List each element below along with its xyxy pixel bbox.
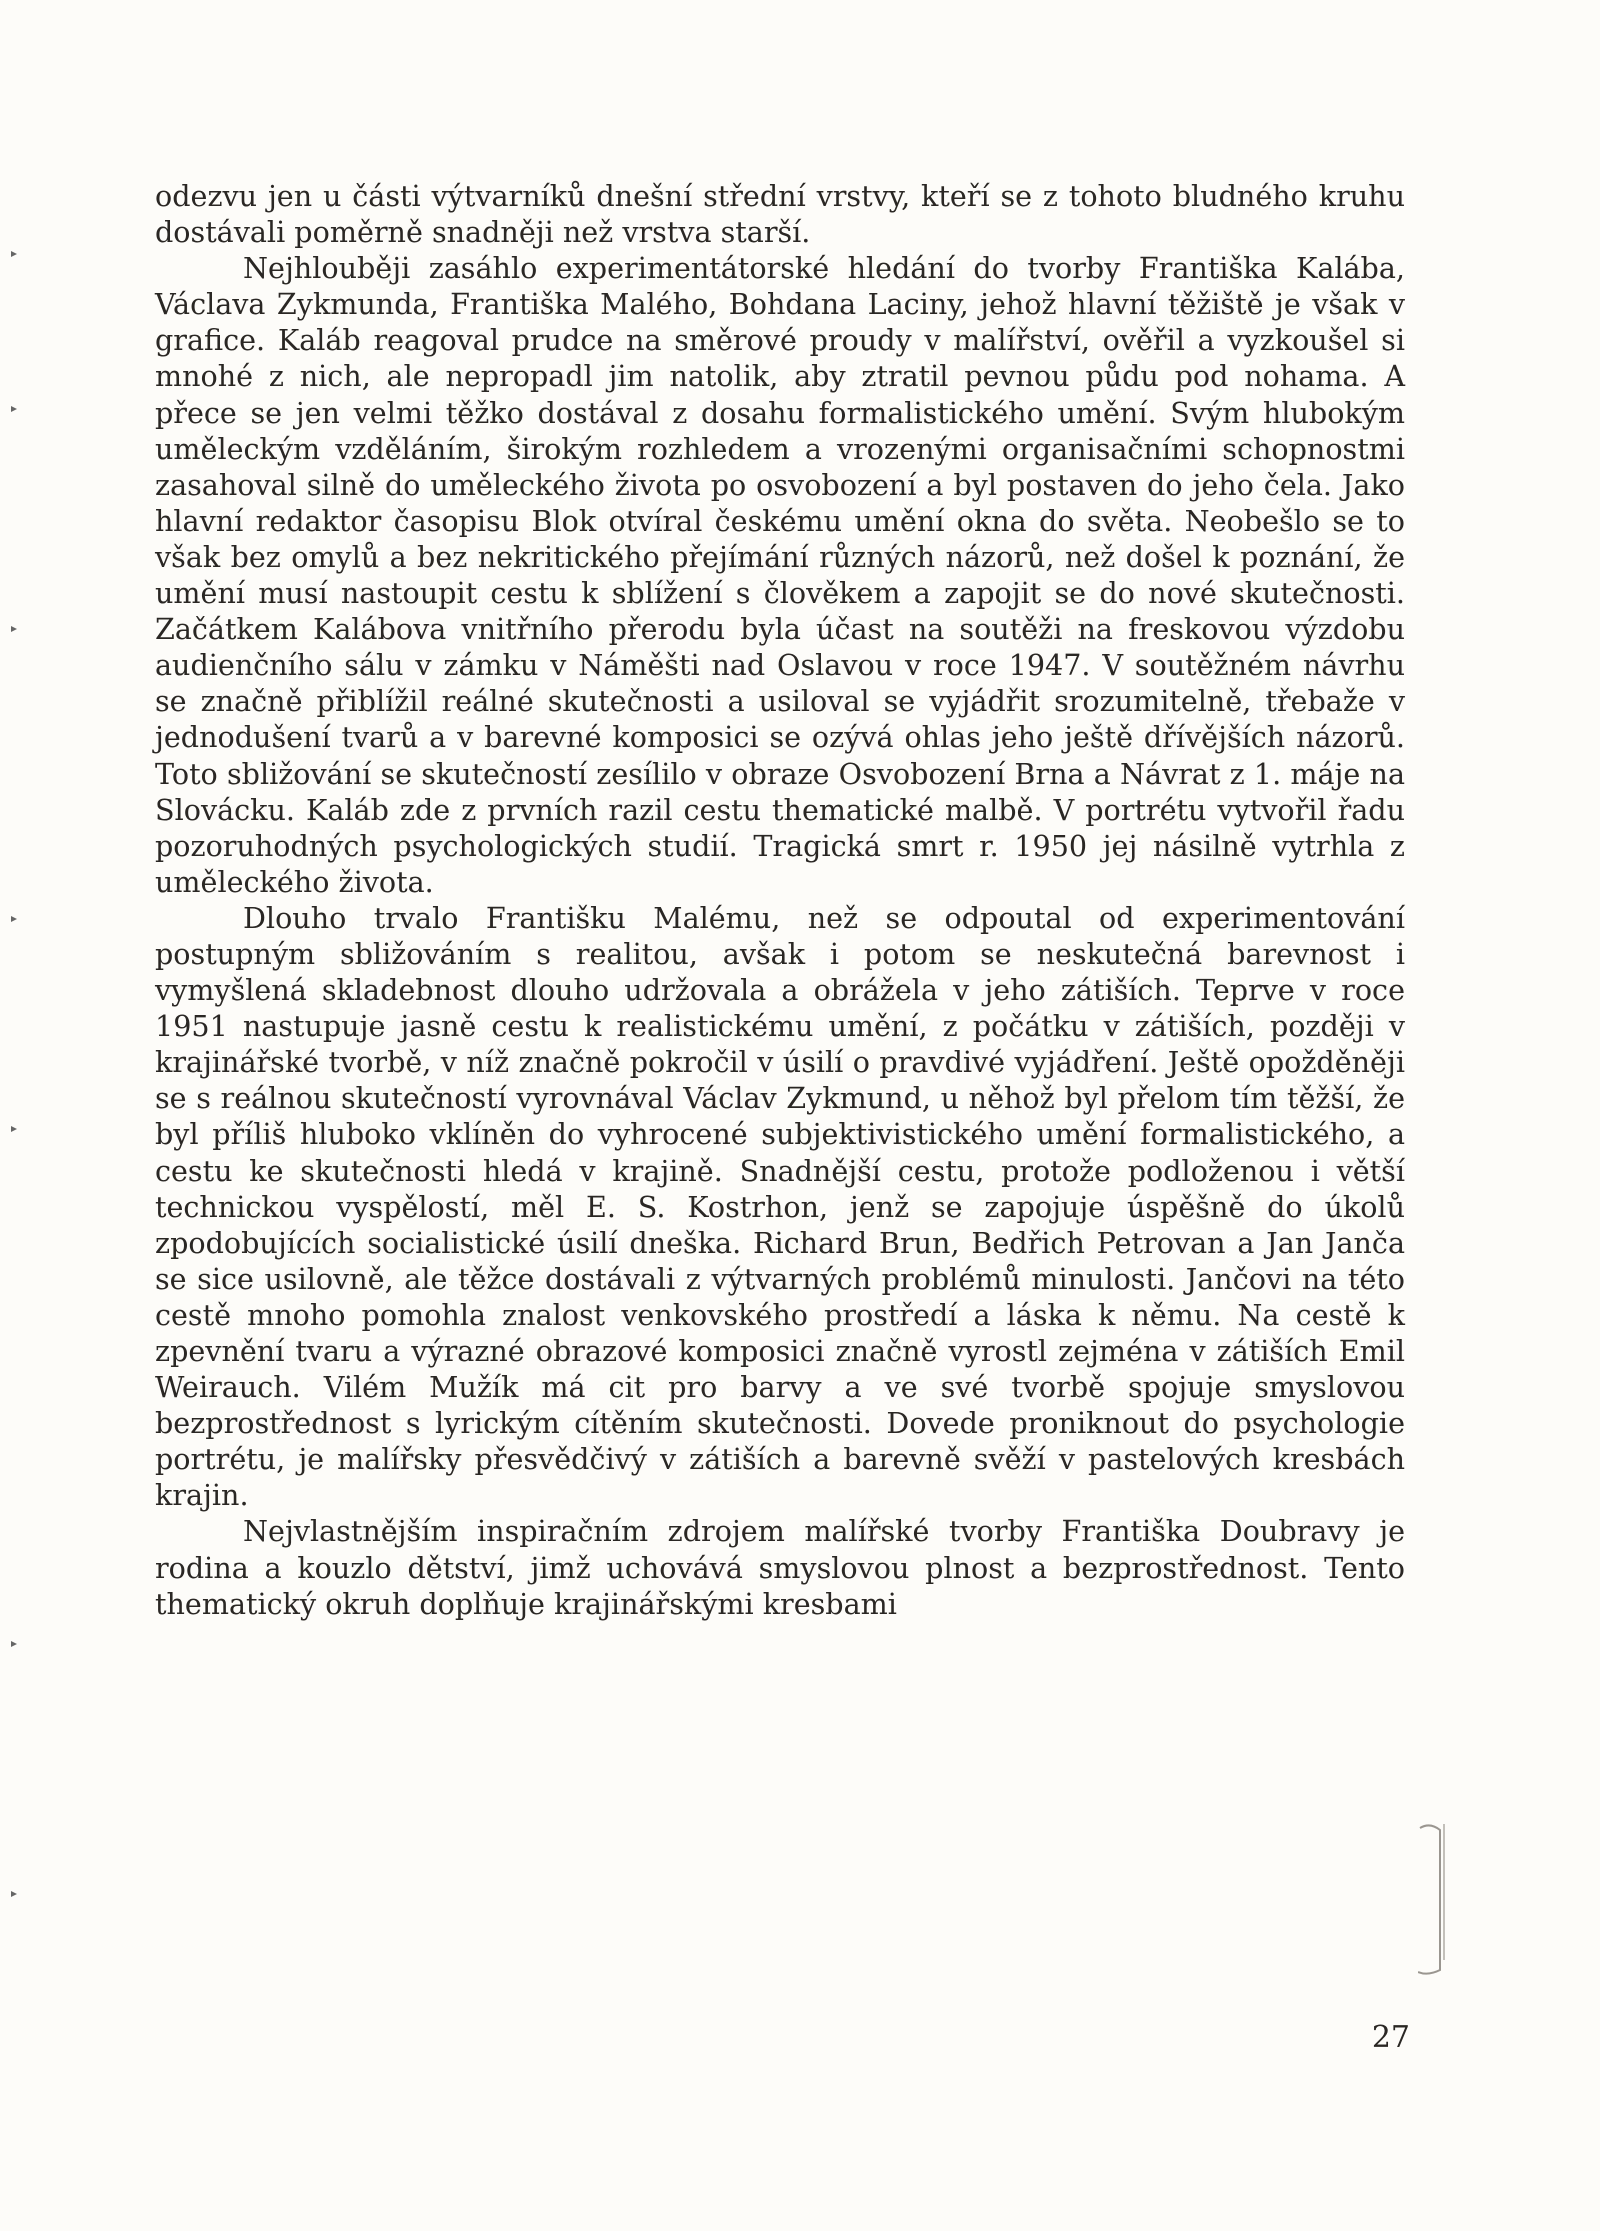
paragraph-1: odezvu jen u části výtvarníků dnešní střední vrstvy, kteří se z tohoto bludného kruhu dostávali poměrně snadněji než vrstva starší.: [155, 179, 1405, 250]
margin-tick-icon: [10, 405, 18, 413]
margin-tick-icon: [10, 915, 18, 923]
paragraph-2: Nejhlouběji zasáhlo experimentátorské hledání do tvorby Františka Kalába, Václava Zykmunda, Františka Malého, Bohdana Laciny, jehož hlavní těžiště je však v grafice. Kaláb reagoval prudce na směrové proudy v malířství, ověřil a vyzkoušel si mnohé z nich, ale nepropadl jim natolik, aby ztratil pevnou půdu pod nohama. A přece se jen velmi těžko dostával z dosahu formalistického umění. Svým hlubokým uměleckým vzděláním, širokým rozhledem a vrozenými organisačními schopnostmi zasahoval silně do uměleckého života po osvobození a byl postaven do jeho čela. Jako hlavní redaktor časopisu Blok otvíral českému umění okna do světa. Neobešlo se to však bez omylů a bez nekritického přejímání různých názorů, než došel k poznání, že umění musí nastoupit cestu k sblížení s člověkem a zapojit se do nové skutečnosti. Začátkem Kalábova vnitřního přerodu byla účast na soutěži na freskovou výzdobu audienčního sálu v zámku v Náměšti nad Oslavou v roce 1947. V soutěžném návrhu se značně přiblížil reálné skutečnosti a usiloval se vyjádřit srozumitelně, třebaže v jednodušení tvarů a v barevné komposici se ozývá ohlas jeho ještě dřívějších názorů. Toto sbližování se skutečností zesílilo v obraze Osvobození Brna a Návrat z 1. máje na Slovácku. Kaláb zde z prvních razil cestu thematické malbě. V portrétu vytvořil řadu pozoruhodných psychologických studií. Tragická smrt r. 1950 jej násilně vytrhla z uměleckého života.: [155, 251, 1405, 899]
margin-tick-icon: [10, 250, 18, 258]
margin-tick-icon: [10, 1890, 18, 1898]
paragraph-4: Nejvlastnějším inspiračním zdrojem malířské tvorby Františka Doubravy je rodina a kouzlo dětství, jimž uchovává smyslovou plnost a bezprostřednost. Tento thematický okruh doplňuje krajinářskými kresbami: [155, 1514, 1405, 1621]
margin-tick-icon: [10, 625, 18, 633]
pencil-bracket-icon: [1418, 1820, 1458, 1980]
paragraph-3: Dlouho trvalo Františku Malému, než se odpoutal od experimentování postupným sbližováním s realitou, avšak i potom se neskutečná barevnost i vymyšlená skladebnost dlouho udržovala a obrážela v jeho zátiších. Teprve v roce 1951 nastupuje jasně cestu k realistickému umění, z počátku v zátiších, později v krajinářské tvorbě, v níž značně pokročil v úsilí o pravdivé vyjádření. Ještě opožděněji se s reálnou skutečností vyrovnával Václav Zykmund, u něhož byl přelom tím těžší, že byl příliš hluboko vklíněn do vyhrocené subjektivistického umění formalistického, a cestu ke skutečnosti hledá v krajině. Snadnější cestu, protože podloženou i větší technickou vyspělostí, měl E. S. Kostrhon, jenž se zapojuje úspěšně do úkolů zpodobujících socialistické úsilí dneška. Richard Brun, Bedřich Petrovan a Jan Janča se sice usilovně, ale těžce dostávali z výtvarných problémů minulosti. Jančovi na této cestě mnoho pomohla znalost venkovského prostředí a láska k němu. Na cestě k zpevnění tvaru a výrazné obrazové komposici značně vyrostl zejména v zátiších Emil Weirauch. Vilém Mužík má cit pro barvy a ve své tvorbě spojuje smyslovou bezprostřednost s lyrickým cítěním skutečnosti. Dovede proniknout do psychologie portrétu, je malířsky přesvědčivý v zátiších a barevně svěží v pastelových kresbách krajin.: [155, 900, 1405, 1513]
body-text: [155, 178, 1405, 1622]
margin-tick-icon: [10, 1640, 18, 1648]
page-number: 27: [1371, 2020, 1410, 2055]
margin-tick-icon: [10, 1125, 18, 1133]
